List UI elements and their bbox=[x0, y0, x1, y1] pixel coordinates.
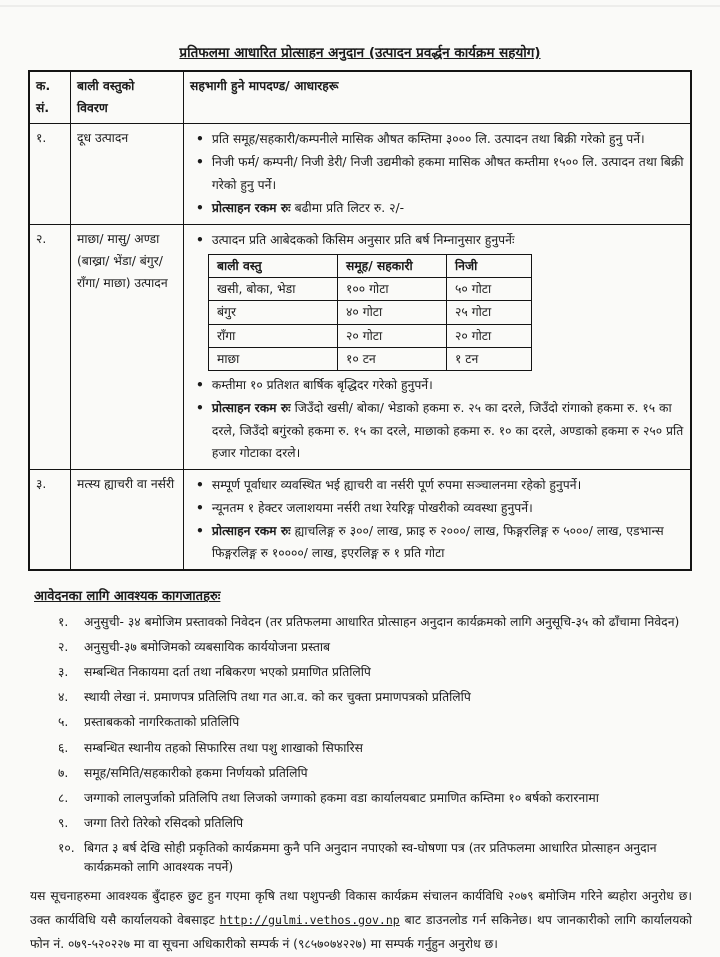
list-item bbox=[58, 739, 692, 758]
list-item-number: ५. bbox=[58, 715, 69, 730]
list-item bbox=[58, 814, 692, 833]
footer-note bbox=[30, 885, 692, 957]
incentive-amount-bullet bbox=[190, 197, 684, 219]
header-criteria: सहभागी हुने मापदण्ड/ आधारहरू bbox=[184, 71, 692, 124]
list-item-text: स्थायी लेखा नं. प्रमाणपत्र प्रतिलिपि तथा गत आ.व. को कर चुक्ता प्रमाणपत्रको प्रतिलिपि bbox=[84, 690, 471, 705]
footer-line2-after-link: बाट डाउनलोड गर्न सकिनेछ। थप जानकारीको लागि कार्यालयको फोन नं. ०७९-५२०२२७ मा वा सूचना अधिकारीको सम्पर्क नं (९८५७०७४२२७) मा सम्पर्क गर्नुहुन अनुरोध छ। bbox=[30, 912, 692, 951]
list-item-number: ४. bbox=[58, 690, 69, 705]
inner-table-row bbox=[209, 348, 532, 371]
table-row-fish-hatchery bbox=[29, 469, 691, 570]
inner-cell-commodity: बंगुर bbox=[209, 301, 338, 324]
commodity-cell: दूध उत्पादन bbox=[71, 124, 184, 225]
criteria-bullet: • प्रति समूह/सहकारी/कम्पनीले मासिक औषत कम्तिमा ३००० लि. उत्पादन तथा बिक्री गरेको हुनु पर्ने। bbox=[190, 128, 684, 150]
criteria-bullet: • उत्पादन प्रति आबेदकको किसिम अनुसार प्रति बर्ष निम्नानुसार हुनुपर्नेः bbox=[190, 229, 684, 251]
incentive-amount-label: प्रोत्साहन रकम रुः bbox=[211, 200, 291, 215]
list-item-text: जग्गा तिरो तिरेको रसिदको प्रतिलिपि bbox=[84, 815, 244, 830]
list-item-text: सम्बन्धित निकायमा दर्ता तथा नबिकरण भएको प्रमाणित प्रतिलिपि bbox=[84, 665, 371, 680]
page-top-divider bbox=[0, 0, 720, 7]
criteria-bullet: • न्यूनतम १ हेक्टर जलाशयमा नर्सरी तथा रेयरिङ्ग पोखरीको व्यवस्था हुनुपर्ने। bbox=[190, 497, 684, 519]
inner-cell-group: १०० गोटा bbox=[338, 278, 447, 301]
incentive-amount-label: प्रोत्साहन रकम रुः bbox=[211, 401, 291, 416]
inner-table-header-row bbox=[209, 254, 532, 277]
list-item-number: ९. bbox=[58, 815, 69, 830]
list-item-text: अनुसुची-३७ बमोजिमको व्यबसायिक कार्ययोजना प्रस्ताब bbox=[84, 640, 331, 655]
table-header-row bbox=[29, 71, 691, 124]
inner-cell-group: ४० गोटा bbox=[338, 301, 447, 324]
incentive-amount-text: ह्याचलिङ्ग रु ३००/ लाख, फ्राइ रु २०००/ लाख, फिङ्गरलिङ्ग रु ५०००/ लाख, एडभान्स फिङ्गरलिङ्ग रु १००००/ लाख, इएरलिङ्ग रु १ प्रति गोटा bbox=[211, 524, 664, 561]
criteria-cell bbox=[184, 469, 692, 570]
list-item-text: प्रस्ताबकको नागरिकताको प्रतिलिपि bbox=[84, 715, 240, 730]
incentive-amount-text: बढीमा प्रति लिटर रु. २/- bbox=[294, 200, 405, 215]
inner-cell-group: १० टन bbox=[338, 348, 447, 371]
table-row-milk bbox=[29, 124, 691, 225]
inner-header-commodity: बाली वस्तु bbox=[209, 254, 338, 277]
inner-cell-commodity: खसी, बोका, भेडा bbox=[209, 278, 338, 301]
list-item-number: १. bbox=[58, 615, 69, 630]
criteria-cell bbox=[184, 124, 692, 225]
header-commodity-line2: विवरण bbox=[77, 101, 108, 116]
incentive-amount-label: प्रोत्साहन रकम रुः bbox=[211, 524, 291, 539]
criteria-bullet: • सम्पूर्ण पूर्वाधार व्यवस्थित भई ह्याचरी वा नर्सरी पूर्ण रुपमा सञ्चालनमा रहेको हुनुपर्ने। bbox=[190, 474, 684, 496]
list-item-number: ७. bbox=[58, 765, 69, 780]
list-item bbox=[58, 663, 692, 682]
list-item-text: बिगत ३ बर्ष देखि सोही प्रकृतिको कार्यक्रममा कुनै पनि अनुदान नपाएको स्व-घोषणा पत्र (तर प्रतिफलमा आधारित प्रोत्साहन अनुदान कार्यक्रमको लागि आवश्यक नपर्ने) bbox=[84, 840, 657, 874]
list-item bbox=[58, 839, 692, 877]
inner-cell-commodity: माछा bbox=[209, 348, 338, 371]
incentive-amount-text: जिउँदो खसी/ बोका/ भेडाको हकमा रु. २५ का दरले, जिउँदो रांगाको हकमा रु. १५ का दरले, जिउँदो बगुंरको हकमा रु. १५ का दरले, माछाको हकमा रु. १० का दरले, अण्डाको हकमा रु २५० प्रति हजार गोटाका दरले। bbox=[211, 401, 684, 460]
list-item bbox=[58, 638, 692, 657]
inner-header-private: निजी bbox=[447, 254, 532, 277]
incentive-amount-bullet bbox=[190, 397, 684, 463]
footer-line1: यस सूचनाहरुमा आवश्यक बुँदाहरु छुट हुन गएमा कृषि तथा पशुपन्छी विकास कार्यक्रम संचालन कार्यविधि २०७९ बमोजिम गरिने ब्यहोरा अनुरोध छ। bbox=[30, 888, 692, 903]
footer-line2-before-link: उक्त कार्यविधि यसै कार्यालयको वेबसाइट bbox=[30, 912, 220, 927]
criteria-bullet: • कम्तीमा १० प्रतिशत बार्षिक बृद्धिदर गरेको हुनुपर्ने। bbox=[190, 374, 684, 396]
list-item-number: १०. bbox=[58, 840, 75, 855]
header-commodity-line1: बाली वस्तुको bbox=[77, 79, 135, 93]
list-item-number: ३. bbox=[58, 665, 69, 680]
header-serial-line2: सं. bbox=[36, 101, 49, 116]
list-item-number: २. bbox=[58, 640, 69, 655]
list-item bbox=[58, 789, 692, 808]
inner-cell-private: २५ गोटा bbox=[447, 301, 532, 324]
inner-table-row bbox=[209, 278, 532, 301]
required-documents-list bbox=[58, 613, 692, 877]
required-documents-heading: आवेदनका लागि आवश्यक कागजातहरुः bbox=[34, 589, 221, 605]
list-item-text: सम्बन्धित स्थानीय तहको सिफारिस तथा पशु शाखाको सिफारिस bbox=[84, 740, 363, 755]
inner-cell-private: ५० गोटा bbox=[447, 278, 532, 301]
serial-cell: २. bbox=[29, 224, 71, 469]
list-item-text: समूह/समिति/सहकारीको हकमा निर्णयको प्रतिलिपि bbox=[84, 765, 308, 780]
criteria-bullet: • निजी फर्म/ कम्पनी/ निजी डेरी/ निजी उद्यमीको हकमा मासिक औषत कम्तीमा १५०० लि. उत्पादन तथा बिक्री गरेको हुनु पर्ने। bbox=[190, 151, 684, 195]
list-item bbox=[58, 764, 692, 783]
incentive-criteria-table bbox=[28, 70, 692, 571]
list-item-number: ८. bbox=[58, 790, 69, 805]
list-item-number: ६. bbox=[58, 740, 69, 755]
serial-cell: १. bbox=[29, 124, 71, 225]
header-serial-number bbox=[29, 71, 71, 124]
header-serial-line1: क. bbox=[36, 79, 51, 93]
production-quota-table bbox=[208, 254, 532, 371]
list-item bbox=[58, 613, 692, 632]
document-title: प्रतिफलमा आधारित प्रोत्साहन अनुदान (उत्पादन प्रवर्द्धन कार्यक्रम सहयोग) bbox=[179, 45, 541, 61]
office-website-link[interactable]: http://gulmi.vethos.gov.np bbox=[219, 912, 400, 927]
table-row-meat-fish-eggs bbox=[29, 224, 691, 469]
list-item-text: अनुसुची- ३४ बमोजिम प्रस्तावको निवेदन (तर प्रतिफलमा आधारित प्रोत्साहन अनुदान कार्यक्रमको लागि अनुसूचि-३५ को ढाँचामा निवेदन) bbox=[84, 615, 680, 630]
commodity-cell: मत्स्य ह्याचरी वा नर्सरी bbox=[71, 469, 184, 570]
inner-cell-group: २० गोटा bbox=[338, 324, 447, 347]
list-item-text: जग्गाको लालपुर्जाको प्रतिलिपि तथा लिजको जग्गाको हकमा वडा कार्यालयबाट प्रमाणित कम्तिमा १० बर्षको करारनामा bbox=[84, 790, 599, 805]
header-commodity bbox=[71, 71, 184, 124]
list-item bbox=[58, 688, 692, 707]
list-item bbox=[58, 713, 692, 732]
criteria-cell bbox=[184, 224, 692, 469]
inner-cell-private: १ टन bbox=[447, 348, 532, 371]
inner-cell-commodity: राँगा bbox=[209, 324, 338, 347]
serial-cell: ३. bbox=[29, 469, 71, 570]
inner-cell-private: २० गोटा bbox=[447, 324, 532, 347]
inner-table-row bbox=[209, 301, 532, 324]
notice-document bbox=[0, 7, 720, 957]
inner-table-row bbox=[209, 324, 532, 347]
commodity-cell: माछा/ मासु/ अण्डा (बाख्रा/ भेंडा/ बंगुर/ राँगा/ माछा) उत्पादन bbox=[71, 224, 184, 469]
inner-header-group-cooperative: समूह/ सहकारी bbox=[338, 254, 447, 277]
incentive-amount-bullet bbox=[190, 520, 684, 564]
